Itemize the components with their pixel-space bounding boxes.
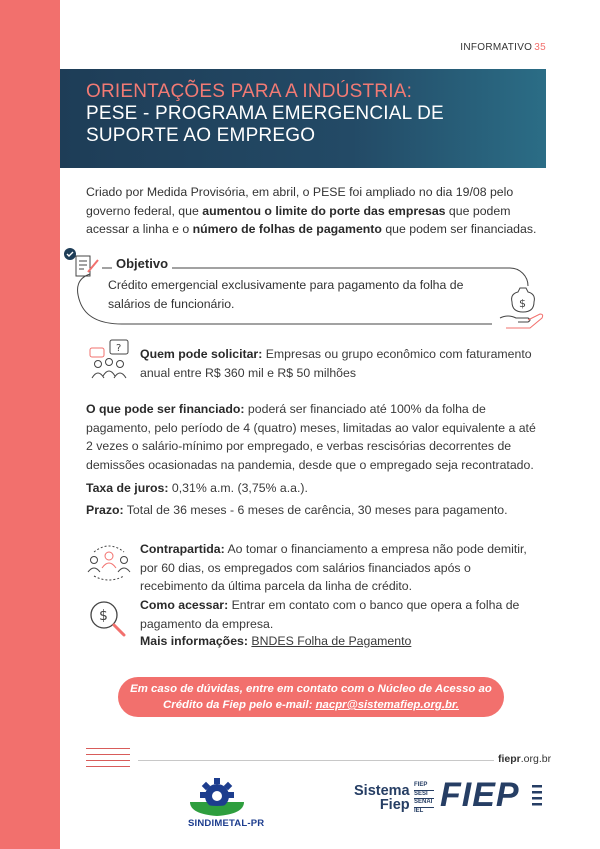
footer-rule-1 xyxy=(86,748,130,749)
prazo-label: Prazo: xyxy=(86,503,124,517)
objetivo-title: Objetivo xyxy=(112,256,172,271)
title-line-3: SUPORTE AO EMPREGO xyxy=(86,125,316,146)
stack-sesi: SESI xyxy=(414,791,434,800)
bndes-link[interactable]: BNDES Folha de Pagamento xyxy=(251,634,412,648)
financiado-label: O que pode ser financiado: xyxy=(86,402,245,416)
sistema-fiep-label xyxy=(354,784,410,812)
sistema-word: Sistema xyxy=(354,783,410,799)
prazo-text: Total de 36 meses - 6 meses de carência, 30 meses para pagamento. xyxy=(123,503,508,517)
financiado-paragraph xyxy=(86,400,546,474)
intro-text-2: que podem acessar a linha e o xyxy=(86,203,511,236)
title-banner xyxy=(60,69,546,168)
footer-rule-4 xyxy=(86,766,130,767)
contact-email-link[interactable]: nacpr@sistemafiep.org.br. xyxy=(315,699,459,711)
acesso-label: Como acessar: xyxy=(140,598,229,612)
quem-paragraph xyxy=(140,345,540,382)
stack-senai: SENAI xyxy=(414,799,434,808)
quem-text: Empresas ou grupo econômico com faturamento anual entre R$ 360 mil e R$ 50 milhões xyxy=(140,347,532,380)
prazo-paragraph xyxy=(86,501,546,520)
site-rest: .org.br xyxy=(520,753,552,765)
title-line-2: PESE - PROGRAMA EMERGENCIAL DE xyxy=(86,103,444,124)
mais-label: Mais informações: xyxy=(140,634,248,648)
fiep-logo-stripes-icon xyxy=(532,784,544,810)
objetivo-text: Crédito emergencial exclusivamente para pagamento da folha de salários de funcionário. xyxy=(108,278,464,311)
stack-fiep: FIEP xyxy=(414,782,434,791)
contact-banner xyxy=(118,677,504,717)
footer-rule-3 xyxy=(86,760,130,761)
acesso-text: Entrar em contato com o banco que opera a folha de pagamento da empresa. xyxy=(140,598,520,631)
juros-text: 0,31% a.m. (3,75% a.a.). xyxy=(168,481,308,495)
footer-divider xyxy=(138,760,494,761)
site-link[interactable] xyxy=(498,753,551,765)
footer-rule-2 xyxy=(86,754,130,755)
people-question-icon xyxy=(86,338,132,382)
checklist-icon xyxy=(62,246,102,282)
intro-paragraph xyxy=(86,183,556,239)
juros-paragraph xyxy=(86,479,546,498)
intro-text-3: que podem ser financiadas. xyxy=(381,222,537,236)
stack-iel: IEL xyxy=(414,807,424,814)
site-bold: fiepr xyxy=(498,753,521,765)
money-hand-icon xyxy=(498,284,546,330)
intro-bold-2: número de folhas de pagamento xyxy=(192,222,382,236)
issue-tag xyxy=(460,42,546,53)
contrapartida-paragraph xyxy=(140,540,540,596)
contrapartida-text: Ao tomar o financiamento a empresa não pode demitir, por 60 dias, os empregados com salários financiados após o recebimento da última parcela da linha de crédito. xyxy=(140,542,527,593)
fiep-logo: FIEP xyxy=(440,776,520,814)
juros-label: Taxa de juros: xyxy=(86,481,169,495)
left-accent-bar xyxy=(0,0,60,849)
financiado-text: poderá ser financiado até 100% da folha de pagamento, pelo período de 4 (quatro) meses, limitadas ao valor equivalente a até 2 vezes o salário-mínimo por empregado, e verbas rescisórias decorrentes de demissões ocasionadas na pandemia, desde que o empregado seja recontratado. xyxy=(86,402,536,472)
svg-text:$: $ xyxy=(519,297,526,310)
sindimetal-name: SINDIMETAL-PR xyxy=(188,818,265,829)
contact-line-1: Em caso de dúvidas, entre em contato com o Núcleo de Acesso ao xyxy=(130,683,492,695)
mais-paragraph xyxy=(140,632,411,651)
team-network-icon xyxy=(86,542,132,582)
contact-line-2: Crédito da Fiep pelo e-mail: xyxy=(163,699,316,711)
title-line-1: ORIENTAÇÕES PARA A INDÚSTRIA: xyxy=(86,81,413,102)
intro-bold-1: aumentou o limite do porte das empresas xyxy=(202,203,446,218)
acesso-paragraph xyxy=(140,596,550,633)
search-money-icon xyxy=(86,597,130,641)
sindimetal-logo-icon xyxy=(186,772,248,818)
issue-label: INFORMATIVO xyxy=(460,42,533,53)
contrapartida-label: Contrapartida: xyxy=(140,542,225,556)
svg-text:$: $ xyxy=(99,608,108,624)
quem-label: Quem pode solicitar: xyxy=(140,347,263,361)
svg-text:?: ? xyxy=(116,343,122,354)
fiep-stack xyxy=(414,782,434,815)
intro-text-1: Criado por Medida Provisória, em abril, o PESE foi ampliado no dia 19/08 pelo governo federal, que xyxy=(86,185,514,218)
issue-number: 35 xyxy=(534,42,546,53)
fiep-word: Fiep xyxy=(379,797,410,813)
